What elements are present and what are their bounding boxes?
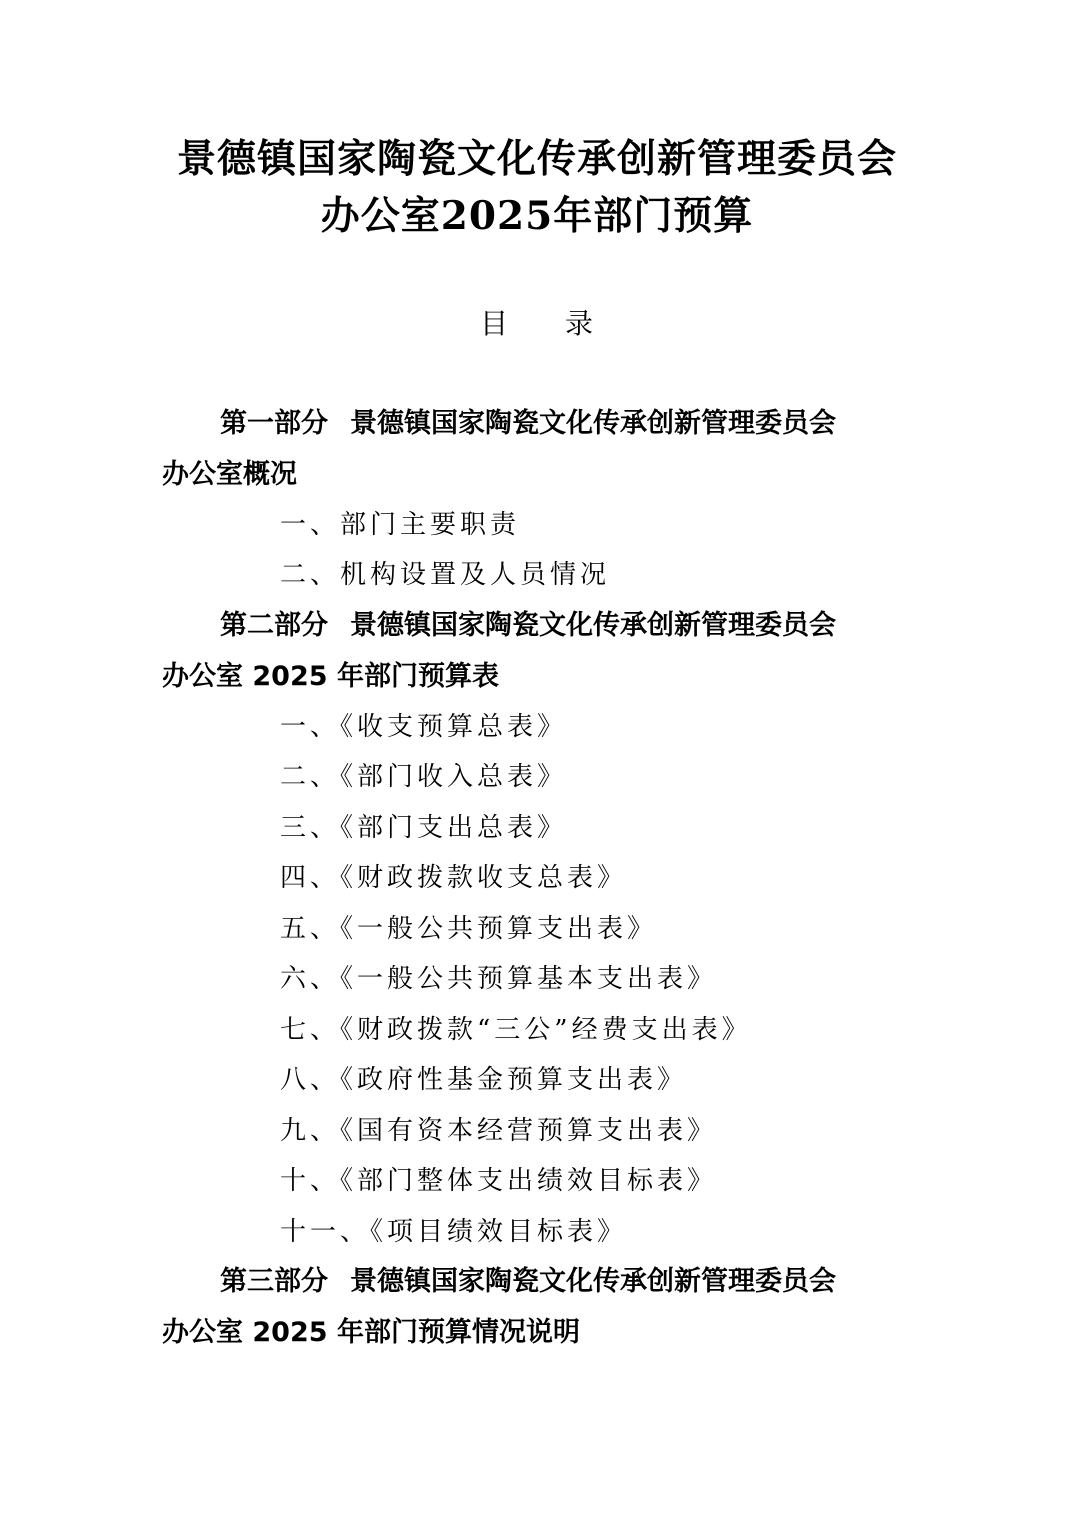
document-title-line-1: 景德镇国家陶瓷文化传承创新管理委员会 — [176, 136, 897, 182]
toc-part-3-name: 景德镇国家陶瓷文化传承创新管理委员会 — [350, 1266, 836, 1297]
toc-item: 三、《部门支出总表》 — [280, 813, 568, 843]
toc-item: 十一、《项目绩效目标表》 — [280, 1217, 628, 1247]
toc-item: 八、《政府性基金预算支出表》 — [280, 1065, 688, 1095]
toc-item: 九、《国有资本经营预算支出表》 — [280, 1116, 718, 1146]
toc-item: 一、《收支预算总表》 — [280, 712, 568, 742]
toc-part-2-label: 第二部分 — [220, 610, 328, 641]
toc-part-1-line-1 — [220, 406, 836, 442]
toc-item: 十、《部门整体支出绩效目标表》 — [280, 1166, 718, 1196]
document-title-line-2: 办公室2025年部门预算 — [320, 193, 754, 239]
toc-heading — [0, 305, 1074, 343]
toc-heading-char-2: 录 — [565, 307, 595, 340]
toc-part-2-line-1 — [220, 608, 836, 644]
toc-part-3-line-2: 办公室 2025 年部门预算情况说明 — [162, 1317, 580, 1348]
toc-part-2-name: 景德镇国家陶瓷文化传承创新管理委员会 — [350, 610, 836, 641]
toc-item: 二、机构设置及人员情况 — [280, 560, 611, 590]
toc-item: 六、《一般公共预算基本支出表》 — [280, 964, 718, 994]
toc-part-3-line-1 — [220, 1264, 836, 1300]
toc-item: 一、部门主要职责 — [280, 510, 521, 540]
toc-heading-char-1: 目 — [479, 307, 509, 340]
toc-part-3-label: 第三部分 — [220, 1266, 328, 1297]
toc-item: 七、《财政拨款“三公”经费支出表》 — [280, 1015, 752, 1045]
toc-part-1-label: 第一部分 — [220, 408, 328, 439]
toc-part-2-line-2: 办公室 2025 年部门预算表 — [162, 661, 499, 692]
toc-part-1-name: 景德镇国家陶瓷文化传承创新管理委员会 — [350, 408, 836, 439]
toc-part-1-line-2: 办公室概况 — [162, 459, 297, 490]
toc-item: 四、《财政拨款收支总表》 — [280, 863, 628, 893]
toc-item: 二、《部门收入总表》 — [280, 762, 568, 792]
toc-item: 五、《一般公共预算支出表》 — [280, 914, 658, 944]
